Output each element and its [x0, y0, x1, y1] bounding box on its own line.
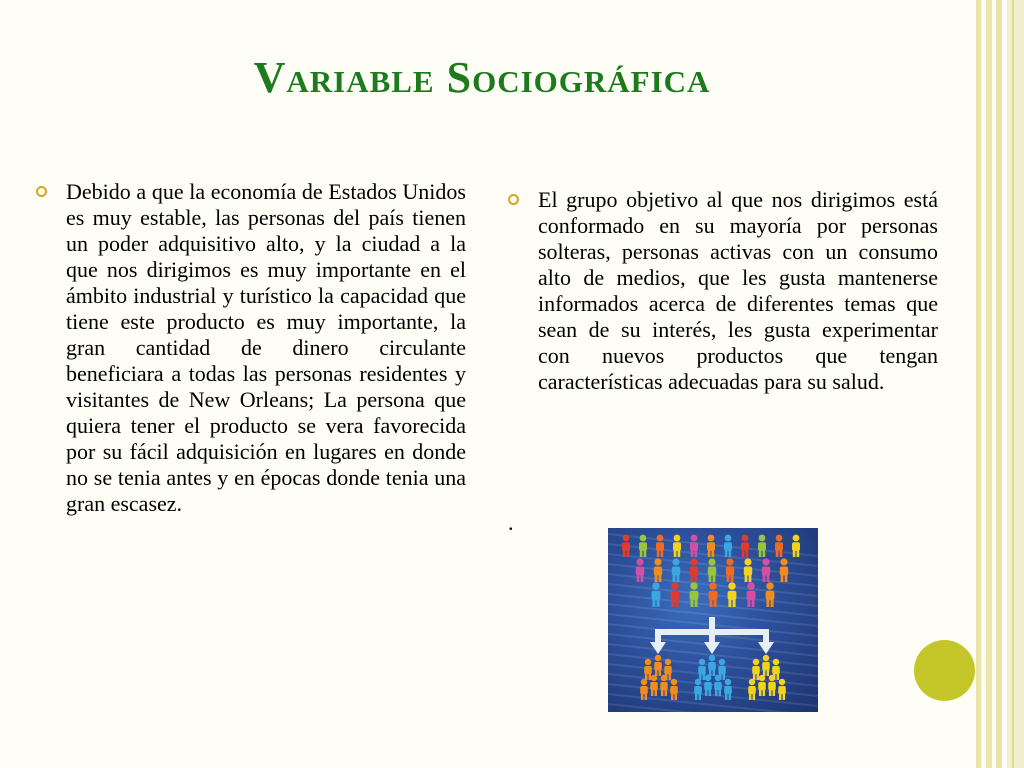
slide-title: Variable Sociográfica: [253, 53, 711, 102]
person-icon: [775, 535, 783, 557]
person-icon: [748, 679, 756, 700]
person-icon: [707, 535, 715, 557]
person-icon: [724, 535, 732, 557]
person-icon: [650, 675, 658, 696]
person-icon: [762, 655, 770, 676]
decorative-stripe: [996, 0, 1002, 768]
streak: [608, 684, 818, 706]
person-icon: [752, 659, 760, 680]
person-icon: [672, 558, 680, 582]
person-icon: [747, 582, 756, 607]
decorative-stripe: [1012, 0, 1014, 768]
people-group-image: [608, 528, 818, 712]
person-icon: [654, 655, 662, 676]
stray-dot-text: .: [508, 510, 514, 535]
person-icon: [758, 535, 766, 557]
person-icon: [726, 558, 734, 582]
decorative-stripe: [986, 0, 992, 768]
decorative-circle: [914, 640, 975, 701]
person-icon: [714, 675, 722, 696]
right-bullet-text: El grupo objetivo al que nos dirigimos está conformado en su mayoría por personas solteras, personas activas con un consumo alto de medios, que les gusta mantenerse informados acerca de diferentes temas que sean de su interés, les gusta experimentar con nuevos productos que tengan características adecuadas para su salud.: [538, 187, 938, 394]
person-icon: [741, 535, 749, 557]
person-icon: [768, 675, 776, 696]
left-bullet-text: Debido a que la economía de Estados Unidos es muy estable, las personas del país tienen un poder adquisitivo alto, y la ciudad a la que nos dirigimos es muy importante en el ámbito industrial y turístico la capacidad que tiene este producto es muy importante, la gran cantidad de dinero circulante beneficiara a todas las personas residentes y visitantes de New Orleans; La persona que quiera tener el producto se vera favorecida por su fácil adquisición en lugares en donde no se tenia antes y en épocas donde tenia una gran escasez.: [66, 179, 466, 516]
person-icon: [652, 582, 661, 607]
segmented-groups-icon: [640, 655, 786, 700]
streak: [608, 674, 818, 696]
person-icon: [639, 535, 647, 557]
person-icon: [709, 582, 718, 607]
person-icon: [671, 582, 680, 607]
bullet-icon: [36, 186, 47, 197]
person-icon: [762, 558, 770, 582]
person-icon: [644, 659, 652, 680]
person-icon: [636, 558, 644, 582]
person-icon: [673, 535, 681, 557]
person-icon: [660, 675, 668, 696]
person-icon: [780, 558, 788, 582]
person-icon: [622, 535, 630, 557]
people-group-illustration: [608, 528, 818, 712]
person-icon: [778, 679, 786, 700]
person-icon: [708, 558, 716, 582]
person-icon: [694, 679, 702, 700]
person-icon: [690, 558, 698, 582]
person-icon: [670, 679, 678, 700]
bullet-icon: [508, 194, 519, 205]
person-icon: [758, 675, 766, 696]
person-icon: [704, 675, 712, 696]
person-icon: [766, 582, 775, 607]
decorative-stripe: [1007, 0, 1024, 768]
person-icon: [656, 535, 664, 557]
person-icon: [728, 582, 737, 607]
person-icon: [698, 659, 706, 680]
decorative-stripe: [976, 0, 981, 768]
person-icon: [708, 655, 716, 676]
